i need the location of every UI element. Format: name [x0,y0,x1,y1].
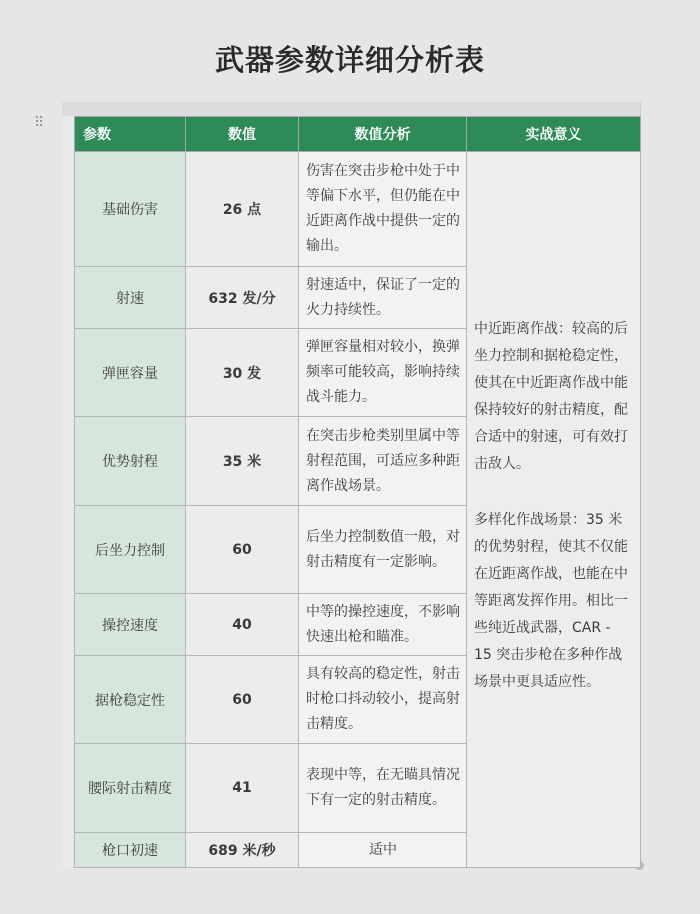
practical-para-2: 多样化作战场景：35 米的优势射程，使其不仅能在近距离作战，也能在中等距离发挥作用。相比一些纯近战武器，CAR - 15 突击步枪在多种作战场景中更具适应性。 [474,512,628,690]
value-cell: 689 米/秒 [186,833,299,868]
value-cell: 26 点 [186,152,299,267]
param-cell: 优势射程 [75,417,186,506]
value-cell: 30 发 [186,329,299,417]
page-title: 武器参数详细分析表 [214,43,485,77]
analysis-cell: 后坐力控制数值一般，对射击精度有一定影响。 [299,506,467,594]
param-cell: 射速 [75,267,186,329]
table-row [75,152,641,267]
weapon-param-table [74,116,641,868]
practical-para-1: 中近距离作战：较高的后坐力控制和据枪稳定性，使其在中近距离作战中能保持较好的射击精度，配合适中的射速，可有效打击敌人。 [474,321,628,472]
param-cell: 腰际射击精度 [75,744,186,833]
value-cell: 35 米 [186,417,299,506]
param-cell: 弹匣容量 [75,329,186,417]
analysis-cell: 伤害在突击步枪中处于中等偏下水平，但仍能在中近距离作战中提供一定的输出。 [299,152,467,267]
header-practical: 实战意义 [467,117,641,152]
analysis-cell: 弹匣容量相对较小，换弹频率可能较高，影响持续战斗能力。 [299,329,467,417]
analysis-cell: 适中 [299,833,467,868]
analysis-cell: 在突击步枪类别里属中等射程范围，可适应多种距离作战场景。 [299,417,467,506]
header-value: 数值 [186,117,299,152]
value-cell: 40 [186,594,299,656]
param-cell: 枪口初速 [75,833,186,868]
value-cell: 60 [186,656,299,744]
header-analysis: 数值分析 [299,117,467,152]
value-cell: 632 发/分 [186,267,299,329]
param-cell: 后坐力控制 [75,506,186,594]
analysis-cell: 具有较高的稳定性，射击时枪口抖动较小，提高射击精度。 [299,656,467,744]
practical-cell [467,152,641,868]
analysis-cell: 射速适中，保证了一定的火力持续性。 [299,267,467,329]
drag-handle-icon[interactable]: ⠿ [34,115,45,131]
value-cell: 60 [186,506,299,594]
param-cell: 基础伤害 [75,152,186,267]
value-cell: 41 [186,744,299,833]
param-cell: 操控速度 [75,594,186,656]
table-header-row [75,117,641,152]
analysis-cell: 中等的操控速度，不影响快速出枪和瞄准。 [299,594,467,656]
header-param: 参数 [75,117,186,152]
table-top-bar [62,102,640,116]
analysis-cell: 表现中等，在无瞄具情况下有一定的射击精度。 [299,744,467,833]
param-cell: 据枪稳定性 [75,656,186,744]
